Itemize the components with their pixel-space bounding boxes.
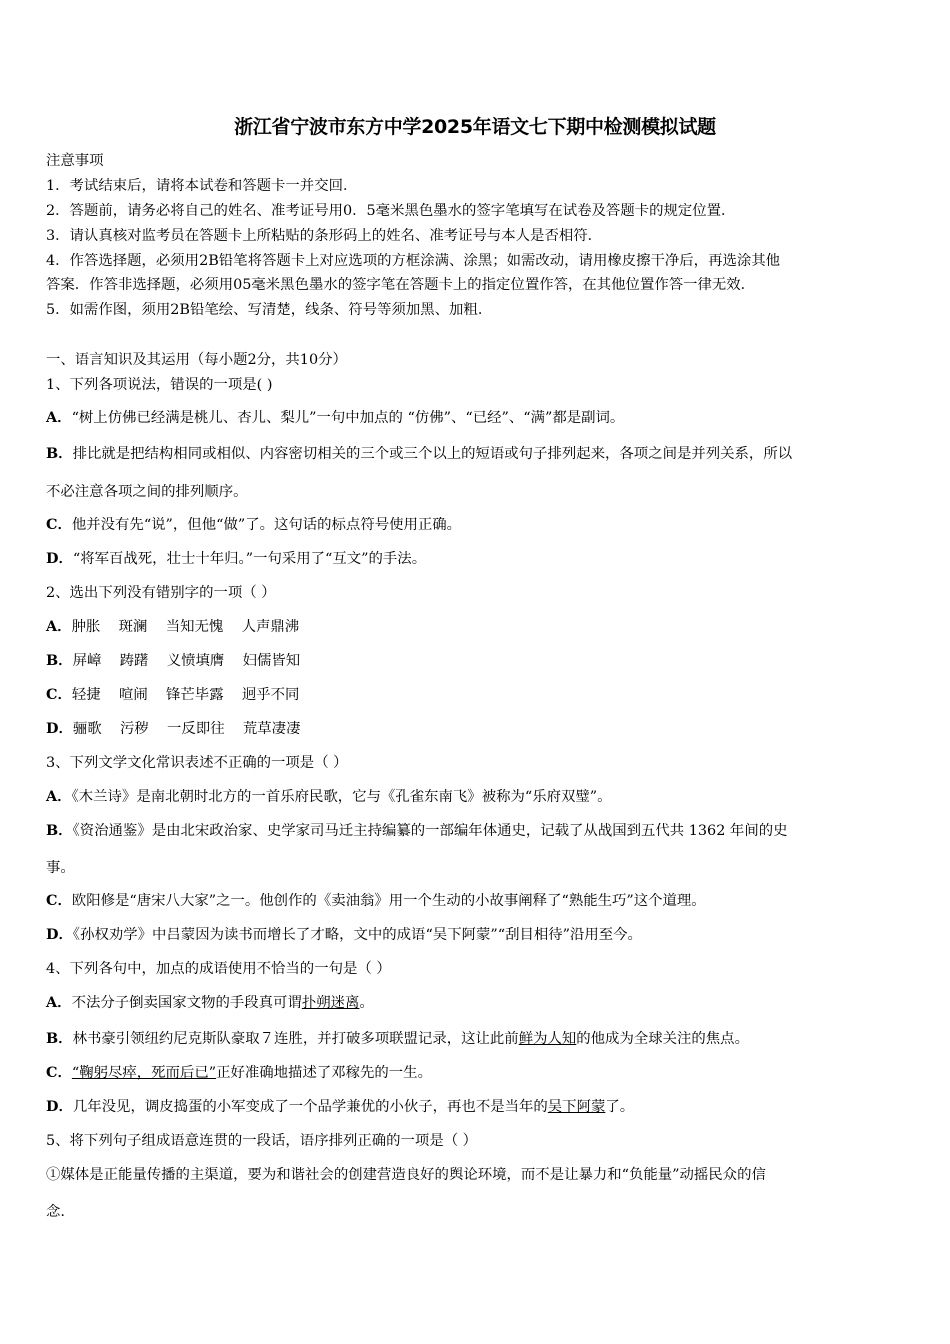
question-stem: 2、选出下列没有错别字的一项（ ） [46, 585, 276, 601]
option-continuation: 不必注意各项之间的排列顺序。 [46, 484, 248, 500]
option-text: 他并没有先“说”，但他“做”了。这句话的标点符号使用正确。 [71, 517, 462, 533]
option-label: C． [46, 516, 72, 533]
option-a [46, 787, 612, 807]
notice-item: 5．如需作图，须用2B铅笔绘、写清楚，线条、符号等须加黑、加粗． [46, 302, 493, 318]
question-stem: 5、将下列句子组成语意连贯的一段话，语序排列正确的一项是（ ） [46, 1133, 478, 1149]
idiom-underlined: 扑朔迷离 [301, 995, 360, 1011]
option-label: D． [46, 550, 73, 567]
option-text: 《资治通鉴》是由北宋政治家、史学家司马迁主持编纂的一部编年体通史，记载了从战国到五代共 1362 年间的史 [72, 823, 788, 839]
idiom-underlined: 鲜为人知 [518, 1031, 577, 1047]
option-text: 几年没见，调皮捣蛋的小军变成了一个品学兼优的小伙子，再也不是当年的 [72, 1099, 548, 1115]
option-label: D． [46, 1098, 73, 1115]
option-text: 《木兰诗》是南北朝时北方的一首乐府民歌，它与《孔雀东南飞》被称为“乐府双璧”。 [71, 789, 612, 805]
option-d [46, 549, 426, 569]
option-text: 排比就是把结构相同或相似、内容密切相关的三个或三个以上的短语或句子排列起来，各项之间是并列关系，所以 [72, 446, 793, 462]
sentence-1-continuation: 念. [46, 1204, 65, 1220]
notice-item: 答案．作答非选择题，必须用05毫米黑色墨水的签字笔在答题卡上的指定位置作答，在其他位置作答一律无效． [46, 277, 756, 293]
option-text: 欧阳修是“唐宋八大家”之一。他创作的《卖油翁》用一个生动的小故事阐释了“熟能生巧”这个道理。 [71, 893, 706, 909]
option-label: B． [46, 822, 73, 839]
option-text-end: 。 [359, 995, 374, 1011]
option-a [46, 993, 374, 1013]
option-c [46, 1063, 432, 1083]
option-a [46, 408, 624, 428]
option-d [46, 719, 300, 739]
option-text: 轻捷 喧闹 锋芒毕露 迥乎不同 [71, 687, 300, 703]
option-label: B． [46, 652, 73, 669]
option-label: A． [46, 788, 72, 805]
notice-item: 3．请认真核对监考员在答题卡上所粘贴的条形码上的姓名、准考证号与本人是否相符． [46, 228, 603, 244]
notice-item: 2．答题前，请务必将自己的姓名、准考证号用0．5毫米黑色墨水的签字笔填写在试卷及答题卡的规定位置． [46, 203, 736, 219]
option-text: 肿胀 斑澜 当知无愧 人声鼎沸 [71, 619, 300, 635]
option-text: “树上仿佛已经满是桃儿、杏儿、梨儿”一句中加点的 “仿佛”、“已经”、“满”都是副词。 [71, 410, 625, 426]
option-text: 屏嶂 踌躇 义愤填膺 妇儒皆知 [72, 653, 301, 669]
option-text: “将军百战死，壮士十年归。”一句采用了“互文”的手法。 [72, 551, 427, 567]
notice-item: 4．作答选择题，必须用2B铅笔将答题卡上对应选项的方框涂满、涂黑；如需改动，请用橡皮擦干净后，再选涂其他 [46, 253, 781, 269]
idiom-underlined: “鞠躬尽瘁，死而后已” [71, 1065, 217, 1081]
option-label: A． [46, 618, 72, 635]
option-d [46, 925, 642, 945]
sentence-1: ①媒体是正能量传播的主渠道，要为和谐社会的创建营造良好的舆论环境，而不是让暴力和“负能量”动摇民众的信 [46, 1167, 766, 1183]
option-label: A． [46, 994, 72, 1011]
option-b [46, 651, 300, 671]
option-label: A． [46, 409, 72, 426]
option-text-end: 的他成为全球关注的焦点。 [576, 1031, 749, 1047]
option-label: C． [46, 686, 72, 703]
question-stem: 3、下列文学文化常识表述不正确的一项是（ ） [46, 755, 348, 771]
notice-item: 1．考试结束后，请将本试卷和答题卡一并交回． [46, 178, 358, 194]
option-text: 不法分子倒卖国家文物的手段真可谓 [71, 995, 302, 1011]
option-label: D． [46, 720, 73, 737]
option-c [46, 685, 299, 705]
option-label: C． [46, 892, 72, 909]
section-heading: 一、语言知识及其运用（每小题2分，共10分） [46, 352, 347, 368]
option-text: 林书豪引领纽约尼克斯队豪取７连胜，并打破多项联盟记录，这让此前 [72, 1031, 519, 1047]
option-text: 《孙权劝学》中吕蒙因为读书而增长了才略，文中的成语“吴下阿蒙”“刮目相待”沿用至今。 [72, 927, 642, 943]
option-text: 骊歌 污秽 一反即往 荒草凄凄 [72, 721, 301, 737]
option-b [46, 444, 792, 464]
idiom-underlined: 吴下阿蒙 [547, 1099, 606, 1115]
option-text-end: 正好准确地描述了邓稼先的一生。 [216, 1065, 432, 1081]
option-a [46, 617, 299, 637]
option-b [46, 821, 788, 841]
option-text-end: 了。 [605, 1099, 635, 1115]
option-label: D． [46, 926, 73, 943]
question-stem: 1、下列各项说法，错误的一项是( ) [46, 377, 273, 393]
option-continuation: 事。 [46, 860, 75, 876]
option-b [46, 1029, 749, 1049]
page-title: 浙江省宁波市东方中学2025年语文七下期中检测模拟试题 [234, 116, 716, 138]
option-c [46, 891, 706, 911]
option-label: C． [46, 1064, 72, 1081]
notice-heading: 注意事项 [46, 153, 104, 169]
option-label: B． [46, 445, 73, 462]
option-label: B． [46, 1030, 73, 1047]
option-d [46, 1097, 634, 1117]
question-stem: 4、下列各句中，加点的成语使用不恰当的一句是（ ） [46, 961, 391, 977]
option-c [46, 515, 461, 535]
